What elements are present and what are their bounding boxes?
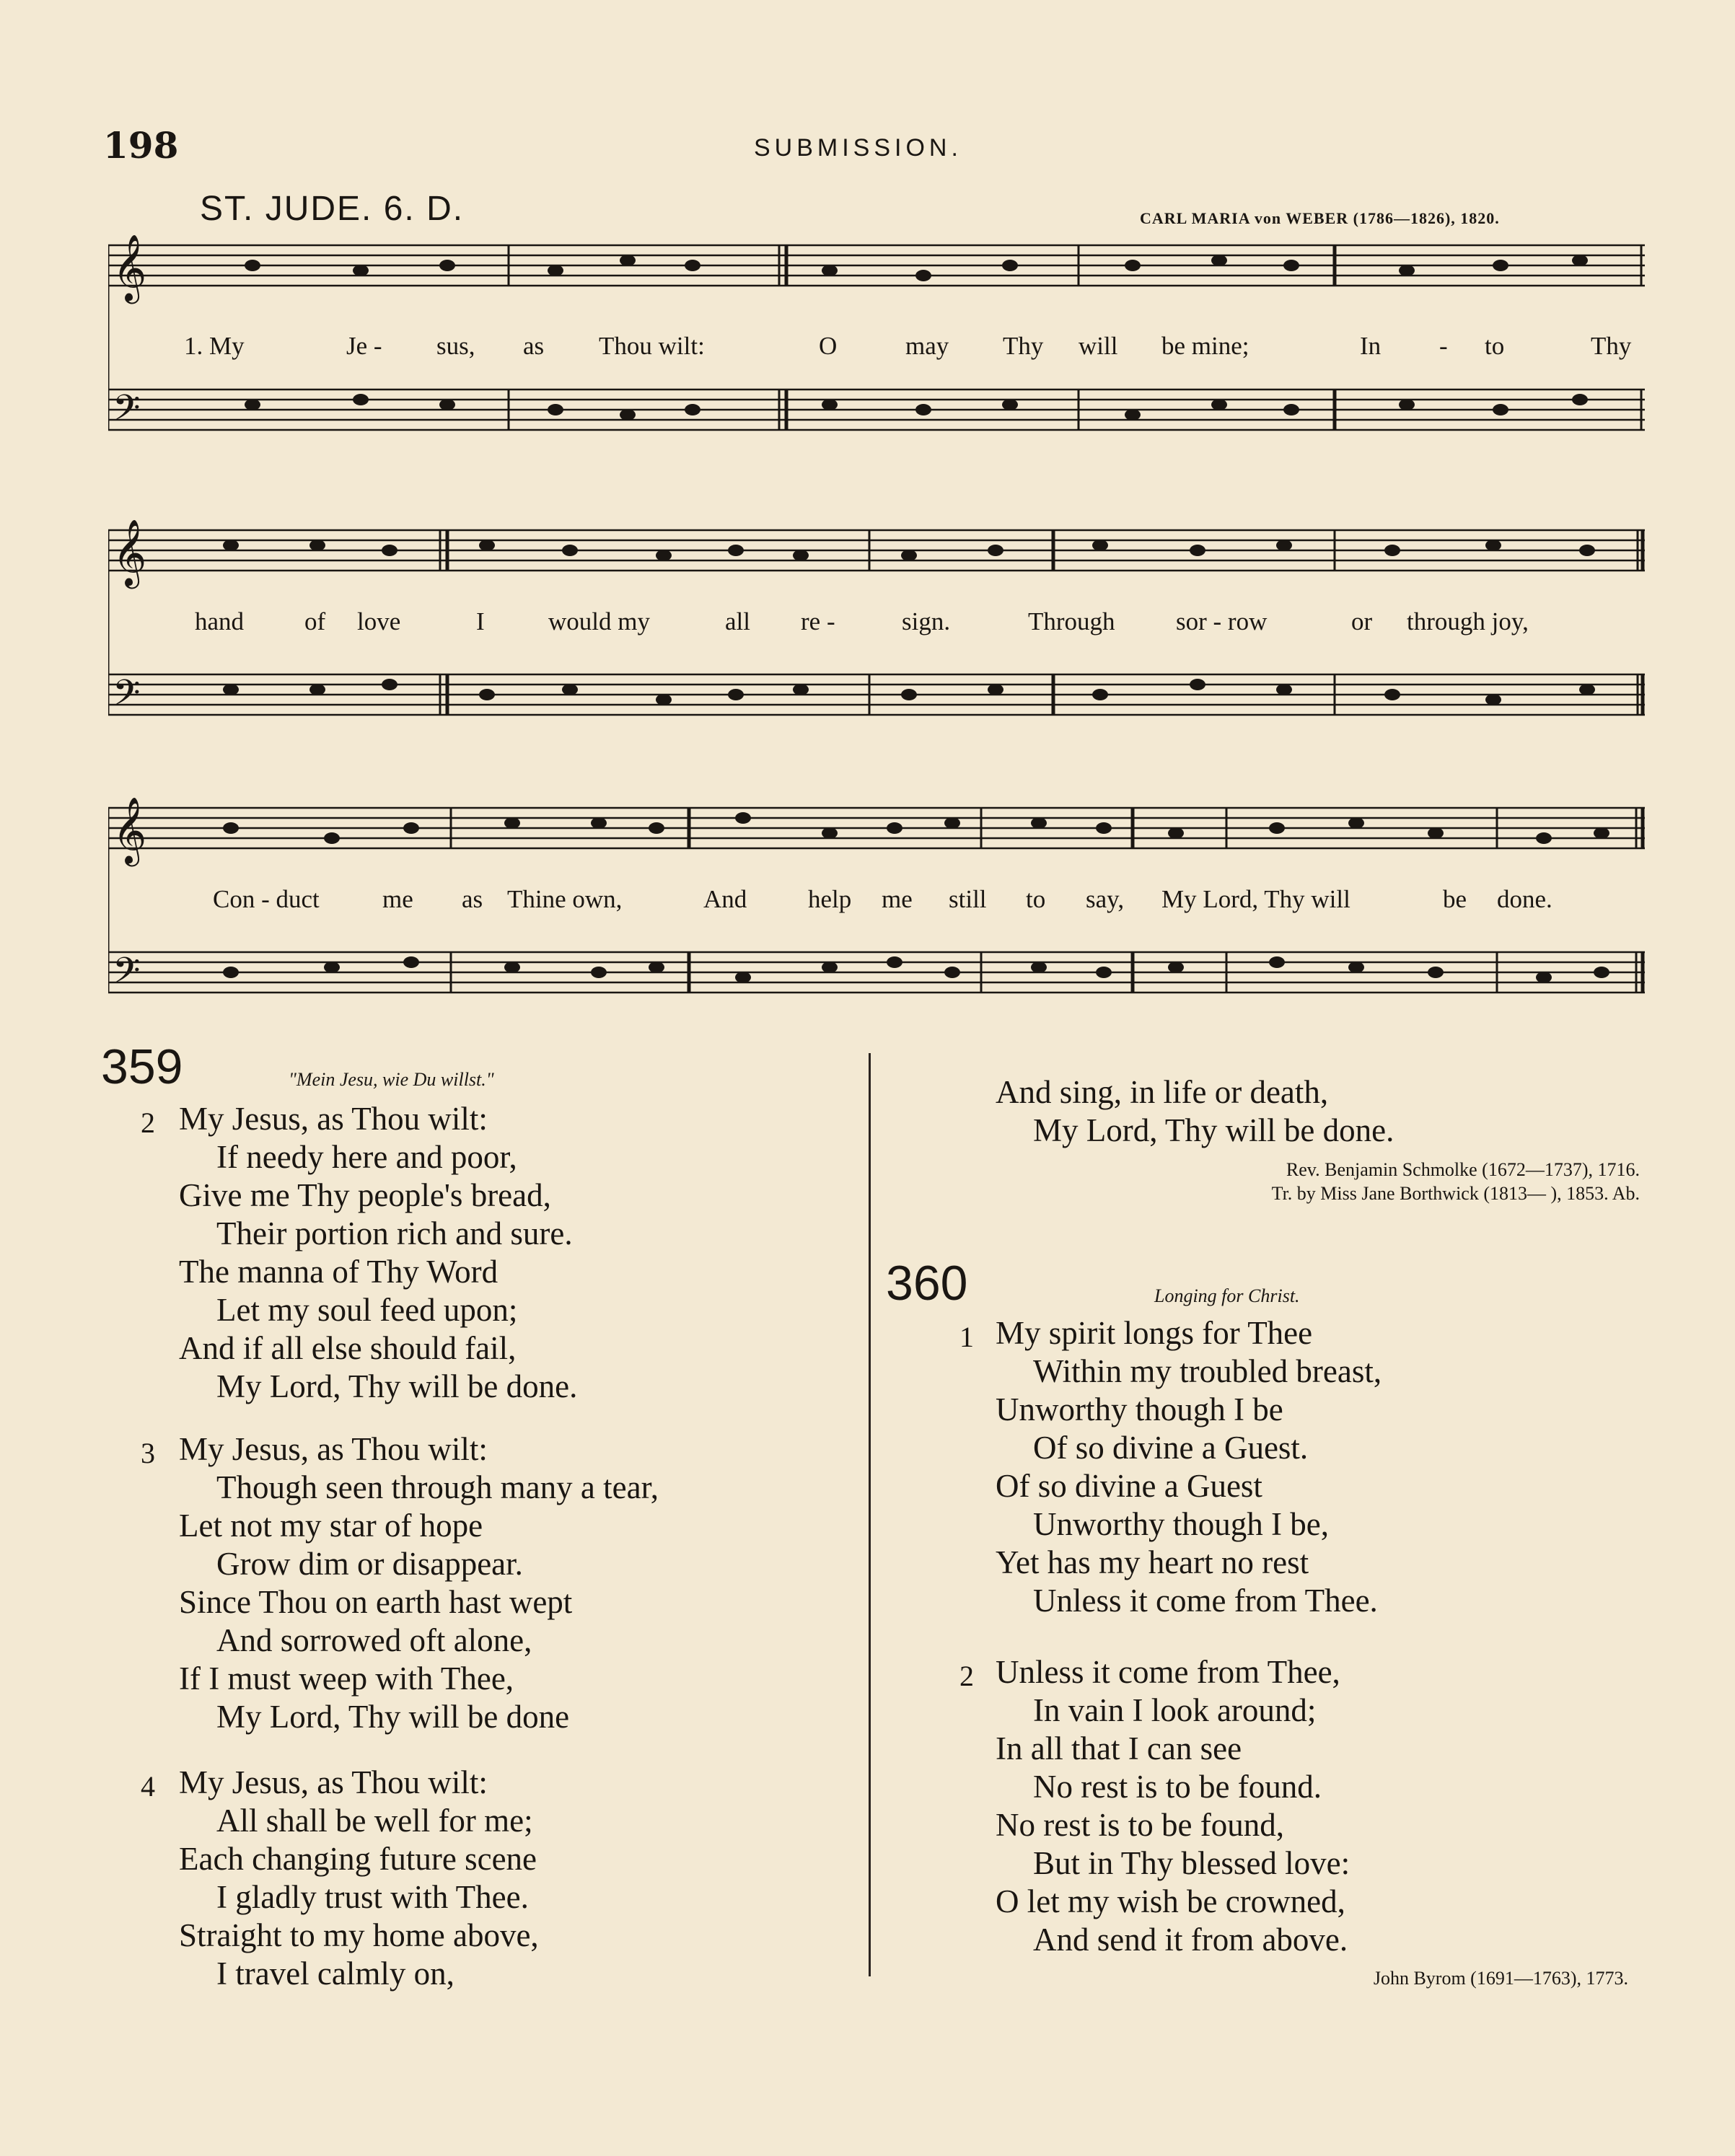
verse-line: In all that I can see: [996, 1730, 1242, 1766]
verse-line: Give me Thy people's bread,: [179, 1177, 551, 1213]
verse-line: Unworthy though I be,: [1033, 1506, 1329, 1542]
lyric-syllable: I: [476, 607, 485, 635]
lyric-syllable: still: [949, 885, 987, 913]
verse-line: And sing, in life or death,: [996, 1074, 1329, 1110]
verse-line: Unworthy though I be: [996, 1391, 1283, 1427]
section-title: SUBMISSION.: [754, 134, 962, 162]
lyric-syllable: of: [304, 607, 326, 635]
verse-line: Grow dim or disappear.: [216, 1546, 523, 1582]
lyrics-system-2: [108, 607, 1645, 640]
verse-number: 2: [141, 1106, 155, 1139]
verse-line: Of so divine a Guest.: [1033, 1430, 1309, 1466]
lyric-syllable: re -: [801, 607, 835, 635]
lyric-syllable: And: [703, 885, 747, 913]
verse-line: Since Thou on earth hast wept: [179, 1584, 573, 1620]
verse-line: My spirit longs for Thee: [996, 1315, 1313, 1351]
lyric-syllable: My Lord, Thy will: [1161, 885, 1350, 913]
verse-line: My Lord, Thy will be done.: [216, 1368, 578, 1404]
verse-line: The manna of Thy Word: [179, 1254, 498, 1290]
verse-line: If needy here and poor,: [216, 1139, 517, 1175]
page-number: 198: [103, 124, 179, 167]
lyric-syllable: 1. My: [184, 332, 245, 360]
verse-line: And sorrowed oft alone,: [216, 1622, 532, 1658]
lyric-syllable: through joy,: [1407, 607, 1529, 635]
verse-line: Yet has my heart no rest: [996, 1544, 1309, 1580]
verse-line: Unless it come from Thee.: [1033, 1583, 1378, 1619]
column-divider: [869, 1053, 871, 1976]
svg-text:𝄢: 𝄢: [113, 387, 141, 438]
verse-line: My Jesus, as Thou wilt:: [179, 1101, 488, 1137]
lyric-syllable: O: [819, 332, 838, 360]
verse-line: My Jesus, as Thou wilt:: [179, 1764, 488, 1800]
verse-number: 1: [959, 1321, 974, 1353]
verse-line: Straight to my home above,: [179, 1917, 539, 1953]
verse-line: No rest is to be found.: [1033, 1769, 1322, 1805]
svg-text:𝄞: 𝄞: [113, 519, 147, 586]
lyric-syllable: be mine;: [1161, 332, 1249, 360]
music-system-3: [108, 793, 1645, 1039]
lyric-syllable: me: [382, 885, 413, 913]
lyric-syllable: Thy: [1591, 332, 1632, 360]
verse-line: Each changing future scene: [179, 1841, 537, 1877]
music-system-1: [108, 231, 1645, 469]
verse-line: All shall be well for me;: [216, 1803, 533, 1839]
verse-line: My Jesus, as Thou wilt:: [179, 1431, 488, 1467]
lyric-syllable: done.: [1497, 885, 1552, 913]
lyric-syllable: will: [1079, 332, 1118, 360]
verse-line: And if all else should fail,: [179, 1330, 517, 1366]
hymn-number-360: 360: [886, 1256, 968, 1311]
hymn-359-subtitle: "Mein Jesu, wie Du willst.": [289, 1069, 494, 1090]
hymn-number-359: 359: [101, 1039, 183, 1094]
verse-line: But in Thy blessed love:: [1033, 1845, 1350, 1881]
lyric-syllable: to: [1026, 885, 1046, 913]
verse-line: Let not my star of hope: [179, 1508, 483, 1544]
lyric-syllable: -: [1439, 332, 1448, 360]
svg-text:𝄢: 𝄢: [113, 950, 141, 1000]
lyric-syllable: In: [1360, 332, 1382, 360]
verse-line: Within my troubled breast,: [1033, 1353, 1382, 1389]
svg-text:𝄞: 𝄞: [113, 234, 147, 301]
hymn-360-subtitle: Longing for Christ.: [1154, 1285, 1300, 1306]
lyric-syllable: Con - duct: [213, 885, 320, 913]
verse-line: No rest is to be found,: [996, 1807, 1284, 1843]
lyric-syllable: help: [808, 885, 852, 913]
lyric-syllable: as: [462, 885, 483, 913]
tune-name: ST. JUDE. 6. D.: [200, 190, 465, 228]
lyric-syllable: say,: [1086, 885, 1125, 913]
lyric-syllable: or: [1351, 607, 1373, 635]
lyrics-system-3: [108, 885, 1645, 918]
author-credit: John Byrom (1691—1763), 1773.: [1373, 1968, 1628, 1989]
lyric-syllable: to: [1485, 332, 1505, 360]
lyric-syllable: would my: [548, 607, 650, 635]
lyric-syllable: all: [725, 607, 750, 635]
lyric-syllable: may: [905, 332, 949, 360]
verse-line: In vain I look around;: [1033, 1692, 1317, 1728]
lyric-syllable: love: [357, 607, 401, 635]
lyric-syllable: Through: [1028, 607, 1115, 635]
lyric-syllable: as: [523, 332, 545, 360]
lyric-syllable: Thou wilt:: [599, 332, 705, 360]
lyric-syllable: sor - row: [1176, 607, 1268, 635]
lyric-syllable: sus,: [436, 332, 475, 360]
verse-line: Unless it come from Thee,: [996, 1654, 1340, 1690]
verse-number: 4: [141, 1770, 155, 1803]
lyric-syllable: me: [882, 885, 913, 913]
lyric-syllable: hand: [195, 607, 245, 635]
verse-number: 2: [959, 1660, 974, 1692]
lyric-syllable: be: [1443, 885, 1467, 913]
verse-line: Though seen through many a tear,: [216, 1469, 659, 1505]
verse-line: I travel calmly on,: [216, 1955, 454, 1992]
composer-credit: CARL MARIA von WEBER (1786—1826), 1820.: [1140, 209, 1500, 227]
music-system-2: [108, 516, 1645, 754]
verse-line: Their portion rich and sure.: [216, 1215, 573, 1251]
lyrics-system-1: [108, 332, 1645, 364]
lyric-syllable: Thine own,: [507, 885, 623, 913]
lyric-syllable: sign.: [902, 607, 951, 635]
verse-line: And send it from above.: [1033, 1922, 1348, 1958]
verse-line: If I must weep with Thee,: [179, 1660, 514, 1697]
verse-line: O let my wish be crowned,: [996, 1883, 1345, 1919]
verse-line: Of so divine a Guest: [996, 1468, 1262, 1504]
lyric-syllable: Thy: [1003, 332, 1044, 360]
verse-number: 3: [141, 1437, 155, 1469]
author-credit: Rev. Benjamin Schmolke (1672—1737), 1716.: [1286, 1159, 1640, 1180]
verse-line: My Lord, Thy will be done.: [1033, 1112, 1394, 1148]
lyric-syllable: Je -: [346, 332, 382, 360]
verse-line: My Lord, Thy will be done: [216, 1699, 570, 1735]
svg-text:𝄢: 𝄢: [113, 672, 141, 723]
verse-line: Let my soul feed upon;: [216, 1292, 518, 1328]
verse-line: I gladly trust with Thee.: [216, 1879, 529, 1915]
svg-text:𝄞: 𝄞: [113, 796, 147, 863]
translator-credit: Tr. by Miss Jane Borthwick (1813— ), 1853. Ab.: [1271, 1183, 1640, 1204]
